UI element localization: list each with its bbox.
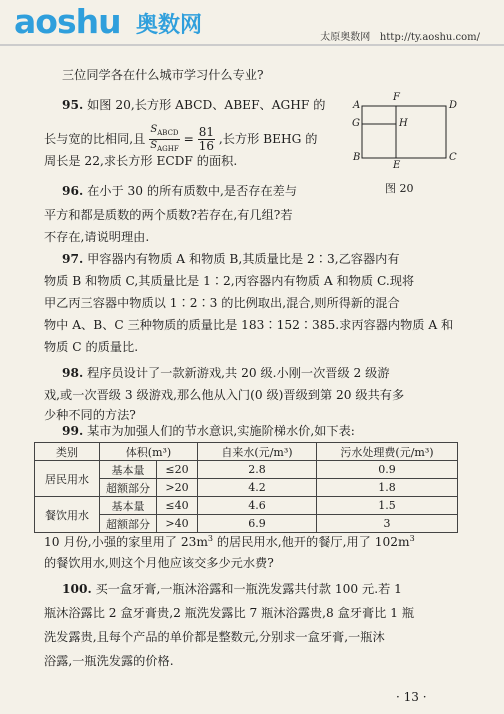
problem-99-after-line-1: 10 月份,小强的家里用了 $23m^3$ 的居民用水,他开的餐厅,用了 $102m^3$: [44, 534, 415, 550]
table-cell: 1.8: [317, 479, 458, 497]
table-header-row: [35, 443, 458, 461]
point-A: A: [353, 100, 361, 111]
table-header: 类别: [35, 443, 100, 461]
problem-98-line-3: 少种不同的方法?: [44, 408, 136, 422]
table-cell: 0.9: [317, 461, 458, 479]
point-F: F: [393, 92, 400, 103]
water-price-table: [34, 442, 458, 533]
table-cell: 4.2: [198, 479, 317, 497]
table-row: [35, 497, 458, 515]
table-cell: 基本量: [100, 461, 157, 479]
problem-96-line-1: 96. 在小于 30 的所有质数中,是否存在差与: [62, 184, 298, 198]
point-B: B: [353, 152, 361, 163]
table-row: [35, 461, 458, 479]
table-cell: ≤20: [157, 461, 198, 479]
table-cell: ≤40: [157, 497, 198, 515]
rectangle-figure: [348, 92, 460, 180]
site-url[interactable]: [320, 28, 480, 43]
site-logo[interactable]: aoshu: [14, 2, 121, 41]
problem-97-line-4: 物中 A、B、C 三种物质的质量比是 183∶152∶385.求丙容器内物质 A 和: [44, 318, 454, 332]
problem-number: 99.: [62, 424, 84, 438]
site-name: 太原奥数网: [320, 32, 371, 43]
table-cell: 超额部分: [100, 515, 157, 533]
table-cell: 3: [317, 515, 458, 533]
problem-100-line-3: 洗发露贵,且每个产品的单价都是整数元,分别求一盒牙膏,一瓶沐: [44, 630, 385, 644]
problem-99-line-1: [62, 424, 355, 438]
table-header: 自来水(元/m³): [198, 443, 317, 461]
problem-95-line-2: 长与宽的比相同,且 $\frac{S_{ABCD}}{S_{AGHF}}$ = $\frac{81}{16}$ ,长方形 BEHG 的: [44, 124, 318, 153]
problem-number: 96.: [62, 184, 84, 198]
figure-svg: [348, 100, 460, 180]
table-cell: 4.6: [198, 497, 317, 515]
problem-95-line-1: 95. 如图 20,长方形 ABCD、ABEF、AGHF 的: [62, 98, 326, 112]
problem-97-line-3: 甲乙丙三容器中物质以 1∶2∶3 的比例取出,混合,则所得新的混合: [44, 296, 400, 310]
ratio-value-fraction: $\frac{81}{16}$: [198, 125, 214, 153]
point-G: G: [352, 118, 360, 129]
table-header: 污水处理费(元/m³): [317, 443, 458, 461]
problem-100-line-1: 100. 买一盒牙膏,一瓶沐浴露和一瓶洗发露共付款 100 元.若 1: [62, 582, 402, 596]
problem-98-line-2: 戏,或一次晋级 3 级游戏,那么他从入门(0 级)晋级到第 20 级共有多: [44, 388, 405, 402]
problem-95-line-3: 周长是 22,求长方形 ECDF 的面积.: [44, 154, 238, 168]
problem-100-line-4: 浴露,一瓶洗发露的价格.: [44, 654, 174, 668]
problem-96-line-2: 平方和都是质数的两个质数?若存在,有几组?若: [44, 208, 293, 222]
problem-100-line-2: 瓶沐浴露比 2 盒牙膏贵,2 瓶洗发露比 7 瓶沐浴露贵,8 盒牙膏比 1 瓶: [44, 606, 415, 620]
problem-number: 98.: [62, 366, 84, 380]
table-cell: 1.5: [317, 497, 458, 515]
problem-96-line-3: 不存在,请说明理由.: [44, 230, 150, 244]
site-header: [0, 0, 504, 44]
text-line: 三位同学各在什么城市学习什么专业?: [62, 68, 264, 82]
table-cell: 居民用水: [35, 461, 100, 497]
table-cell: >20: [157, 479, 198, 497]
problem-number: 95.: [62, 98, 84, 112]
problem-number: 97.: [62, 252, 84, 266]
figure-caption: 图 20: [385, 182, 414, 195]
point-H: H: [399, 118, 408, 129]
site-link: http://ty.aoshu.com/: [379, 32, 480, 43]
page-number: · 13 ·: [396, 690, 427, 704]
header-divider: [0, 44, 504, 46]
point-C: C: [449, 152, 457, 163]
table-cell: 2.8: [198, 461, 317, 479]
table-cell: 6.9: [198, 515, 317, 533]
table-cell: 餐饮用水: [35, 497, 100, 533]
area-ratio-fraction: $\frac{S_{ABCD}}{S_{AGHF}}$: [150, 124, 179, 153]
problem-97-line-2: 物质 B 和物质 C,其质量比是 1∶2,丙容器内有物质 A 和物质 C.现将: [44, 274, 415, 288]
site-logo-cn[interactable]: 奥数网: [136, 13, 203, 38]
point-D: D: [449, 100, 458, 111]
problem-97-line-5: 物质 C 的质量比.: [44, 340, 139, 354]
problem-99-after-line-2: 的餐饮用水,则这个月他应该交多少元水费?: [44, 556, 274, 570]
table-cell: 基本量: [100, 497, 157, 515]
problem-97-line-1: 97. 甲容器内有物质 A 和物质 B,其质量比是 2∶3,乙容器内有: [62, 252, 400, 266]
table-header: 体积(m³): [100, 443, 198, 461]
point-E: E: [393, 160, 401, 171]
problem-number: 100.: [62, 582, 92, 596]
problem-98-line-1: 98. 程序员设计了一款新游戏,共 20 级.小刚一次晋级 2 级游: [62, 366, 390, 380]
problem-99-text: 某市为加强人们的节水意识,实施阶梯水价,如下表:: [83, 424, 355, 438]
table-cell: 超额部分: [100, 479, 157, 497]
table-cell: >40: [157, 515, 198, 533]
